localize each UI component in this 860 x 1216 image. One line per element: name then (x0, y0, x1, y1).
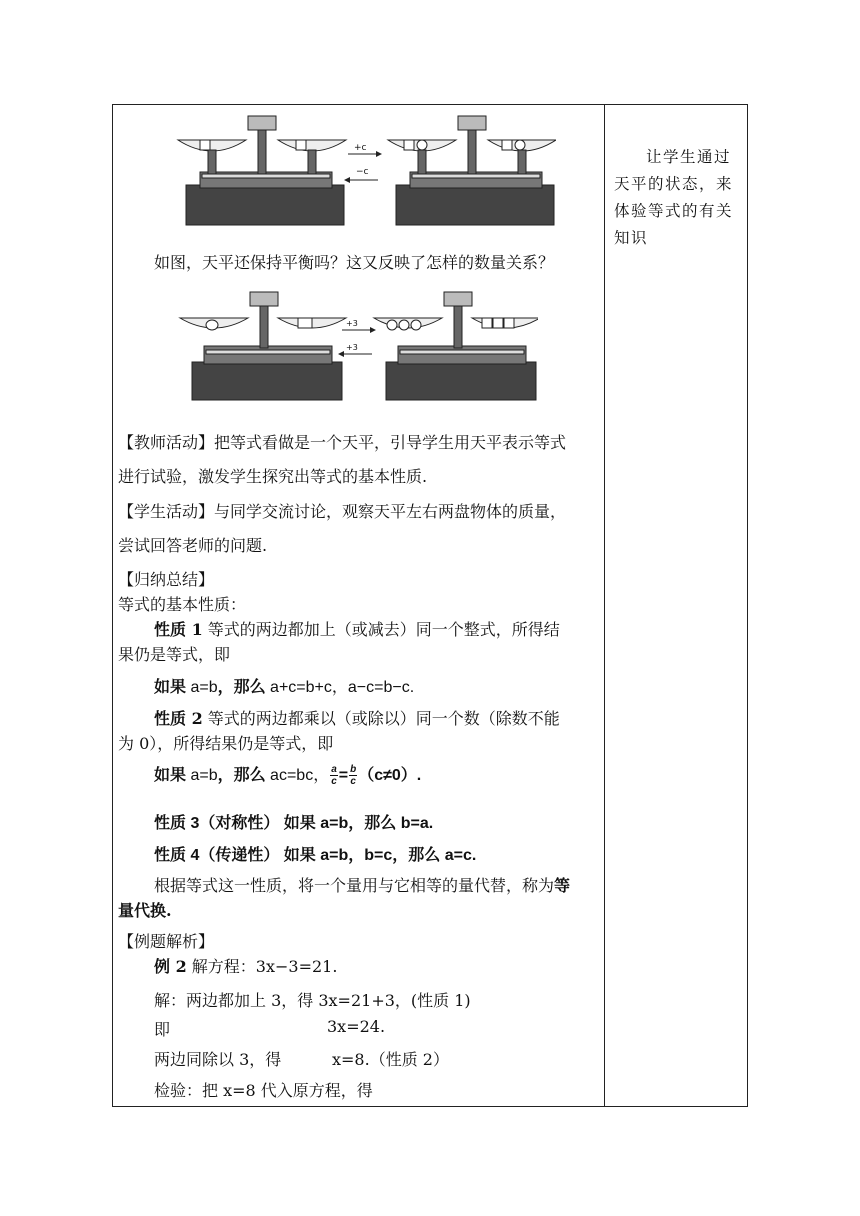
example-title-line (154, 954, 337, 977)
prop2-result: ac=bc， (270, 767, 330, 784)
arrow-plus-3-bottom: +3 (346, 343, 358, 352)
prop2-text-1: 等式的两边都乘以（或除以）同一个数（除数不能 (202, 709, 560, 728)
example-step-2a: 即 (154, 1020, 171, 1039)
balance-figure-1 (172, 110, 556, 232)
example-step-3a: 两边同除以 3，得 (154, 1050, 282, 1069)
example-step-3b: x=8.（性质 2） (332, 1050, 449, 1069)
fraction-a-over-c: $\frac{a}{c}$ (331, 764, 337, 788)
example-check: 检验：把 x=8 代入原方程，得 (154, 1081, 373, 1100)
substitution-end: . (166, 901, 172, 920)
prop2-if: 如果 (154, 767, 191, 784)
prop1-line-1 (154, 617, 560, 640)
student-label: 【学生活动】 (118, 502, 215, 521)
balance-left (178, 116, 346, 225)
student-text-1: 与同学交流讨论，观察天平左右两盘物体的质量， (214, 502, 567, 521)
teacher-label: 【教师活动】 (118, 433, 215, 452)
prop2-cond: a=b (190, 767, 218, 784)
balance-right (388, 116, 556, 225)
example-text: 解方程：3x−3=21. (186, 957, 338, 976)
example-label: 【例题解析】 (118, 932, 215, 951)
substitution-bold-2: 量代换 (118, 901, 167, 920)
student-line-1 (118, 499, 566, 522)
arrow-minus-c: −c (356, 167, 369, 177)
fraction-equals: = (338, 767, 349, 784)
balance-figure-2 (176, 288, 538, 406)
prop2-then: ，那么 (217, 767, 271, 784)
balance-left-2 (180, 292, 346, 400)
prop4: 性质 4（传递性） 如果 a=b，b=c，那么 a=c. (154, 847, 477, 864)
prop2-line-1 (154, 706, 560, 729)
example-step-1: 解：两边都加上 3，得 3x=21+3，(性质 1) (154, 991, 471, 1010)
teacher-line-2: 进行试验，激发学生探究出等式的基本性质. (118, 467, 428, 486)
example-title: 例 2 (154, 957, 187, 976)
teacher-line-1 (118, 430, 566, 453)
balance-right-2 (374, 292, 538, 400)
example-step-2b: 3x=24. (327, 1017, 386, 1036)
prop2-condition: （c≠0）. (358, 767, 422, 784)
prop2-line-2: 为 0），所得结果仍是等式，即 (118, 734, 334, 753)
teacher-text-1: 把等式看做是一个天平，引导学生用天平表示等式 (214, 433, 567, 452)
arrow-plus-3-top: +3 (346, 319, 358, 328)
substitution-text: 根据等式这一性质，将一个量用与它相等的量代替，称为 (154, 876, 555, 895)
prop2-title: 性质 2 (154, 709, 203, 728)
side-note: 让学生通过天平的状态，来体验等式的有关知识 (614, 148, 734, 247)
prop1-cond: a=b (190, 679, 218, 696)
prop1-if: 如果 (154, 679, 191, 696)
prop1-then: ，那么 (217, 679, 271, 696)
side-note-column (614, 144, 736, 252)
prop1-result: a+c=b+c，a−c=b−c. (270, 679, 415, 696)
substitution-bold-1: 等 (554, 876, 571, 895)
prop1-title: 性质 1 (154, 620, 203, 639)
student-line-2: 尝试回答老师的问题. (118, 536, 268, 555)
substitution-line-2 (118, 898, 172, 921)
fraction-b-over-c: $\frac{b}{c}$ (350, 764, 357, 788)
substitution-line-1 (154, 873, 570, 896)
summary-label: 【归纳总结】 (118, 570, 215, 589)
prop2-formula (154, 762, 421, 787)
basic-props-title: 等式的基本性质： (118, 595, 247, 614)
column-divider (604, 104, 605, 1107)
prop3: 性质 3（对称性） 如果 a=b，那么 b=a. (154, 815, 434, 832)
prop1-line-2: 果仍是等式，即 (118, 645, 231, 664)
question: 如图，天平还保持平衡吗？这又反映了怎样的数量关系？ (154, 253, 555, 272)
arrow-plus-c: +c (354, 143, 367, 153)
prop1-text-1: 等式的两边都加上（或减去）同一个整式，所得结 (202, 620, 560, 639)
prop1-formula (154, 674, 414, 697)
